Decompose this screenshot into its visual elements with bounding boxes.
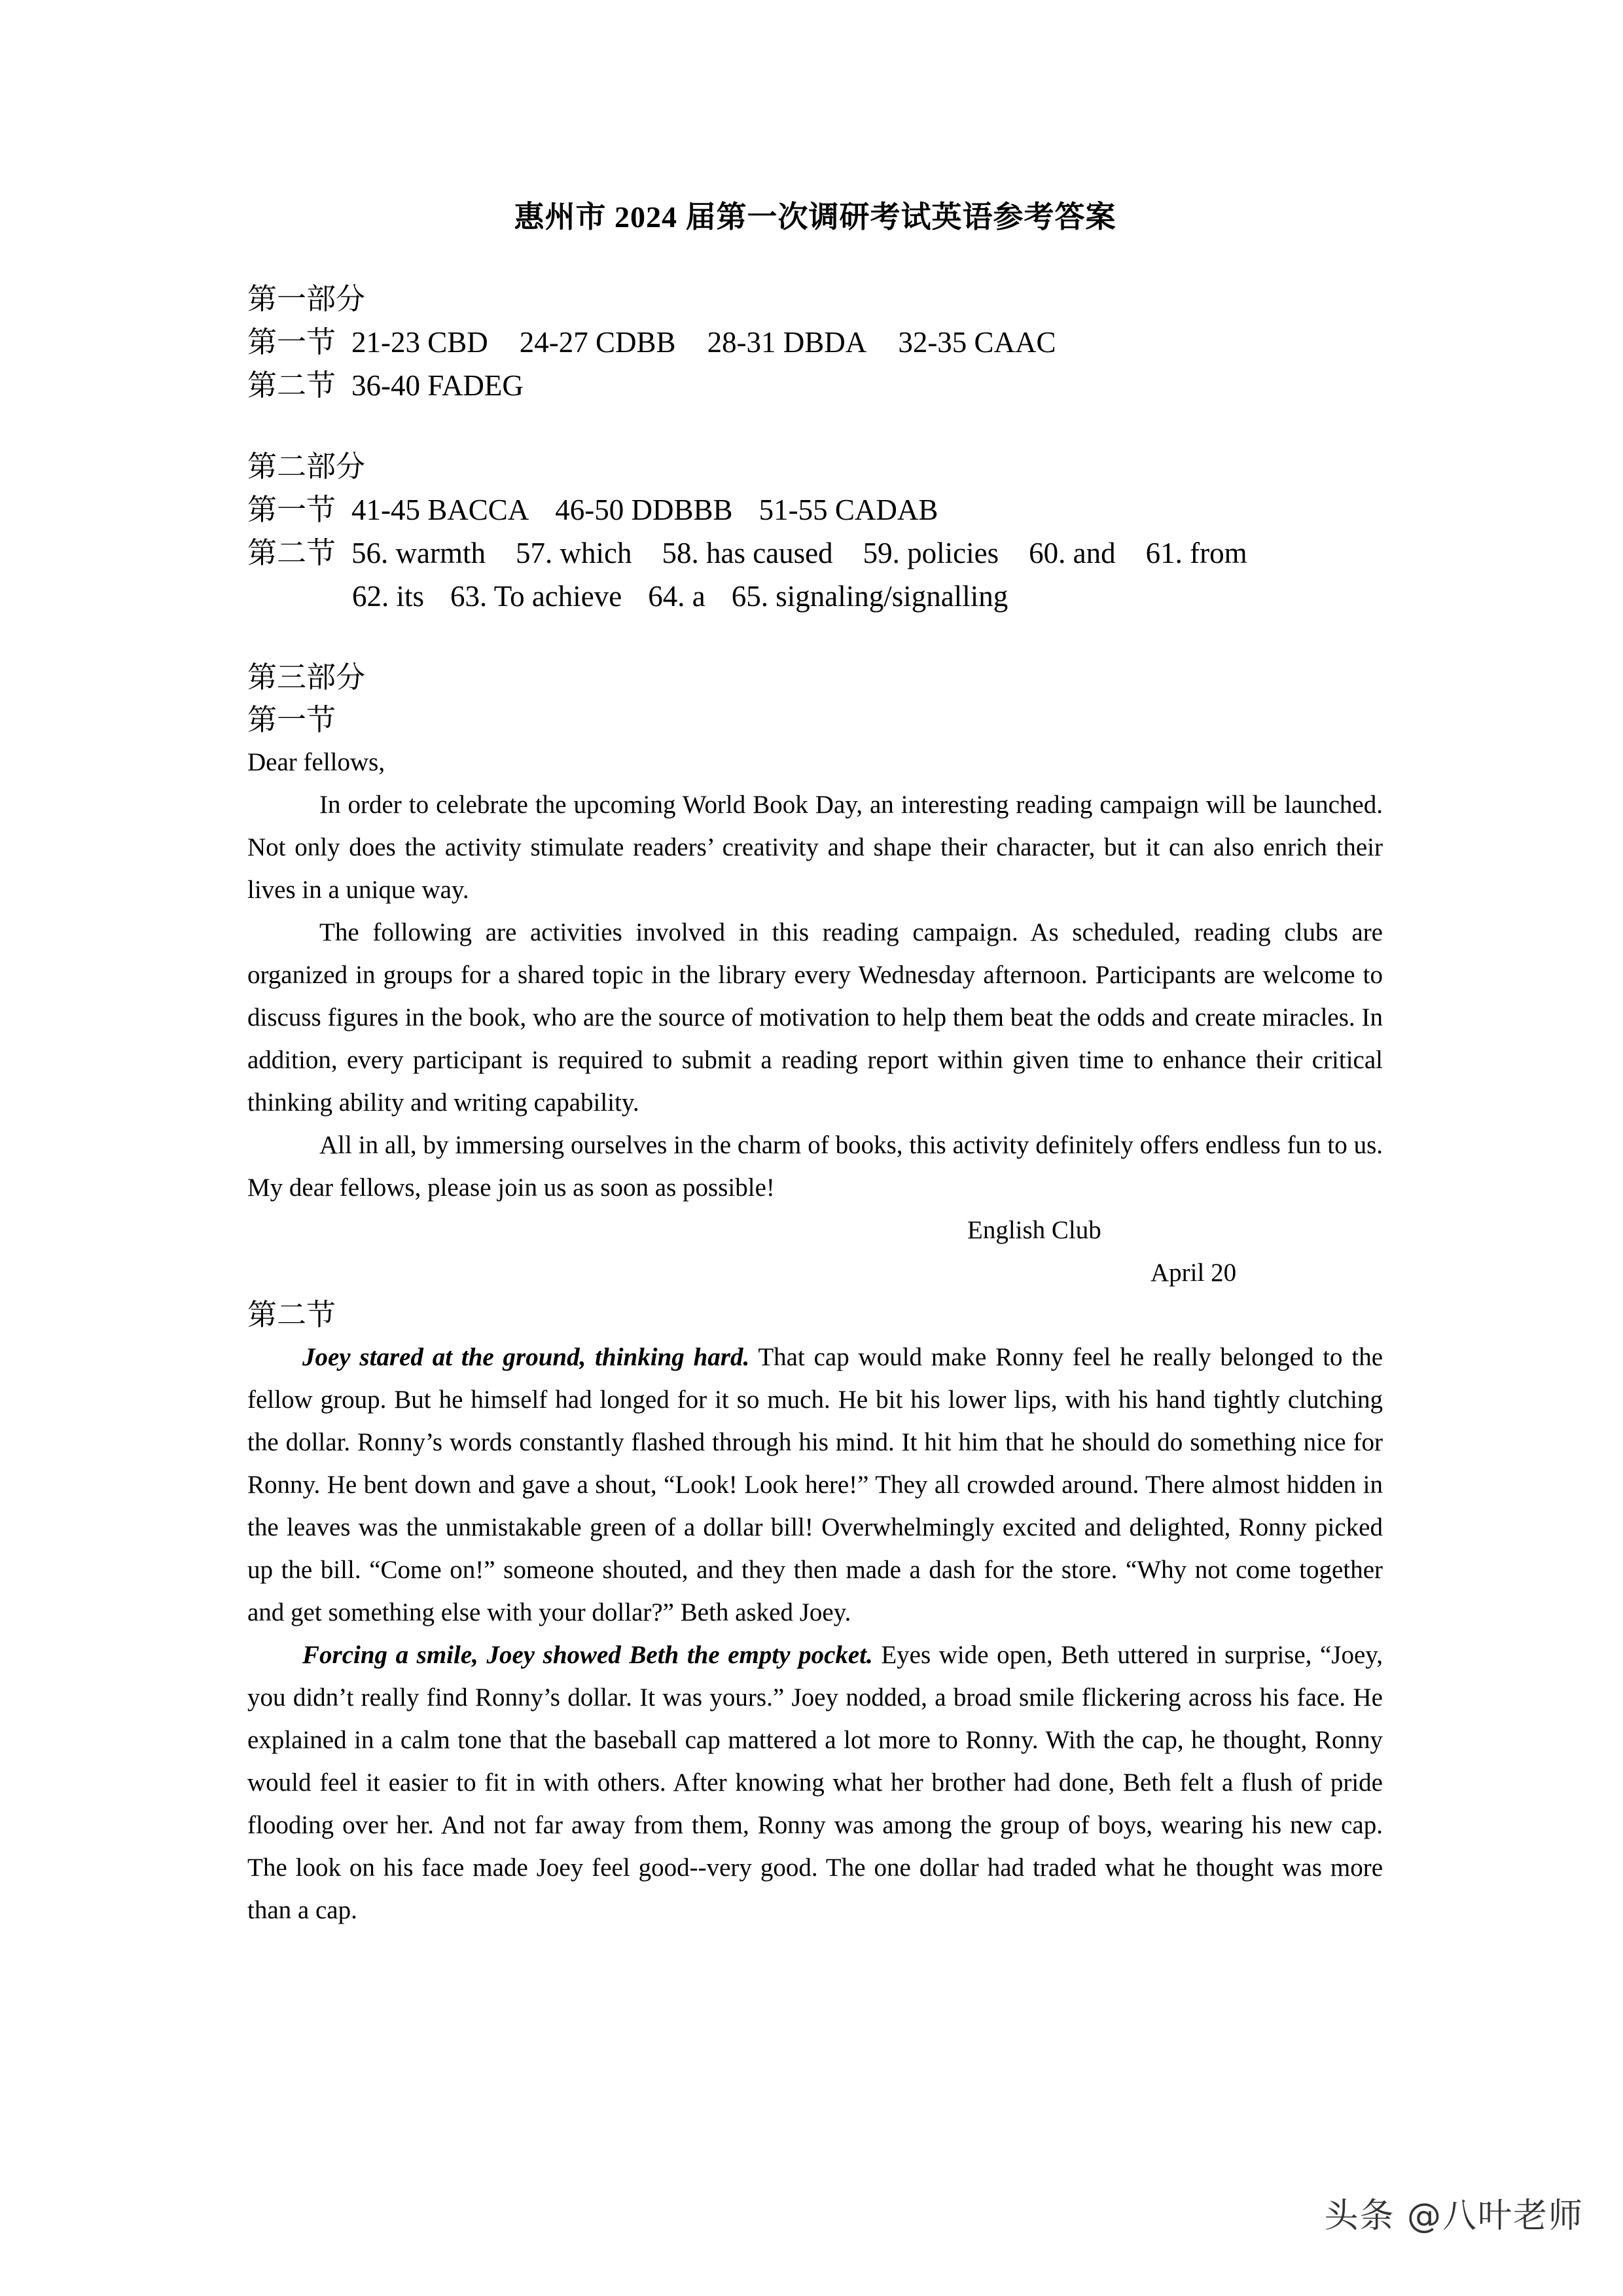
letter-signature: English Club xyxy=(967,1216,1101,1244)
letter-paragraph: All in all, by immersing ourselves in the charm of books, this activity definitely offers endless fun to us. My dear fellows, please join us as soon as possible! xyxy=(247,1131,1383,1202)
section-label: 第二节 xyxy=(247,537,336,569)
answer-group: 24-27 CDBB xyxy=(519,326,676,359)
answer-item: 59. policies xyxy=(863,537,999,569)
section-2-heading: 第二节 xyxy=(247,1299,336,1331)
answer-item: 65. signaling/signalling xyxy=(731,580,1008,613)
answer-item: 58. has caused xyxy=(662,537,833,569)
part-3-section-2 xyxy=(247,1294,1383,1931)
section-label: 第一节 xyxy=(247,493,336,526)
part-2-section-1-answers xyxy=(247,488,1383,531)
answer-item: 57. which xyxy=(515,537,632,569)
answer-group: 46-50 DDBBB xyxy=(555,493,733,526)
answer-document xyxy=(247,196,1383,1931)
story-paragraph xyxy=(247,1634,1383,1931)
letter-paragraph: In order to celebrate the upcoming World Book Day, an interesting reading campaign will be launched. Not only does the activity stimulate readers’ creativity and shape their character, but it can also enrich their lives in a unique way. xyxy=(247,791,1383,904)
part-2-section-2-answers-continued xyxy=(247,575,1383,618)
paragraph-lead-sentence: Forcing a smile, Joey showed Beth the empty pocket. xyxy=(302,1641,873,1669)
part-3-section-1 xyxy=(247,699,1383,1294)
answer-item: 64. a xyxy=(648,580,705,613)
answer-item: 63. To achieve xyxy=(450,580,622,613)
answer-group: 36-40 FADEG xyxy=(351,369,524,402)
letter-paragraph: The following are activities involved in this reading campaign. As scheduled, reading clubs are organized in groups for a shared topic in the library every Wednesday afternoon. Participants are welcome to discuss figures in the book, who are the source of motivation to help them beat the odds and create miracles. In addition, every participant is required to submit a reading report within given time to enhance their critical thinking ability and writing capability. xyxy=(247,918,1383,1117)
part-2 xyxy=(247,445,1383,618)
part-2-heading: 第二部分 xyxy=(247,450,366,483)
part-3 xyxy=(247,656,1383,1931)
paragraph-body: That cap would make Ronny feel he really belonged to the fellow group. But he himself had longed for it so much. He bit his lower lips, with his hand tightly clutching the dollar. Ronny’s words constantly flashed through his mind. It hit him that he should do something nice for Ronny. He bent down and gave a shout, “Look! Look here!” They all crowded around. There almost hidden in the leaves was the unmistakable green of a dollar bill! Overwhelmingly excited and delighted, Ronny picked up the bill. “Come on!” someone shouted, and they then made a dash for the store. “Why not come together and get something else with your dollar?” Beth asked Joey. xyxy=(247,1343,1383,1626)
section-label: 第二节 xyxy=(247,369,336,402)
watermark: 头条 @八叶老师 xyxy=(1324,2197,1584,2236)
part-1-section-2-answers xyxy=(247,364,1383,407)
story-paragraph xyxy=(247,1336,1383,1634)
paragraph-body: Eyes wide open, Beth uttered in surprise, “Joey, you didn’t really find Ronny’s dollar. It was yours.” Joey nodded, a broad smile flickering across his face. He explained in a calm tone that the baseball cap mattered a lot more to Ronny. With the cap, he thought, Ronny would feel it easier to fit in with others. After knowing what her brother had done, Beth felt a flush of pride flooding over her. And not far away from them, Ronny was among the group of boys, wearing his new cap. The look on his face made Joey feel good--very good. The one dollar had traded what he thought was more than a cap. xyxy=(247,1641,1383,1924)
answer-group: 41-45 BACCA xyxy=(351,493,529,526)
part-1 xyxy=(247,278,1383,407)
paragraph-lead-sentence: Joey stared at the ground, thinking hard. xyxy=(302,1343,750,1371)
section-1-heading: 第一节 xyxy=(247,704,336,736)
letter-date: April 20 xyxy=(1150,1259,1237,1287)
section-label: 第一节 xyxy=(247,326,336,359)
part-1-heading: 第一部分 xyxy=(247,283,366,315)
answer-group: 32-35 CAAC xyxy=(898,326,1056,359)
answer-item: 62. its xyxy=(352,580,425,613)
answer-group: 51-55 CADAB xyxy=(758,493,938,526)
document-title: 惠州市 2024 届第一次调研考试英语参考答案 xyxy=(514,200,1116,234)
letter-greeting: Dear fellows, xyxy=(247,748,385,776)
part-3-heading: 第三部分 xyxy=(247,661,366,694)
part-1-section-1-answers xyxy=(247,321,1383,364)
part-2-section-2-answers xyxy=(247,531,1383,575)
answer-item: 61. from xyxy=(1145,537,1247,569)
answer-group: 21-23 CBD xyxy=(351,326,488,359)
answer-item: 60. and xyxy=(1029,537,1116,569)
answer-item: 56. warmth xyxy=(351,537,486,569)
answer-group: 28-31 DBDA xyxy=(707,326,867,359)
